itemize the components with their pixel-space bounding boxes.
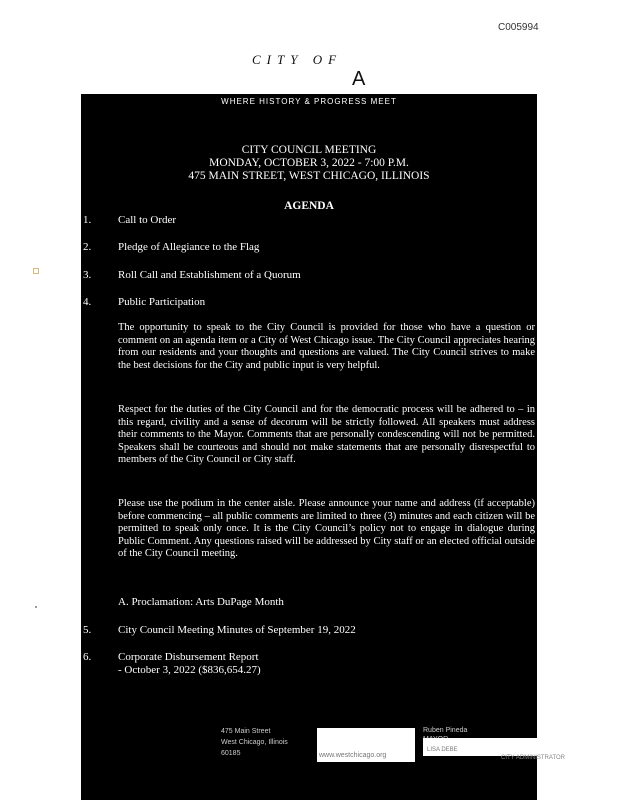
footer-contact-box xyxy=(423,738,537,756)
header-strip xyxy=(81,94,537,112)
footer-address-line: 475 Main Street xyxy=(221,728,271,735)
item-title: Public Participation xyxy=(118,296,206,308)
agenda-heading: AGENDA xyxy=(284,200,334,212)
item-number: 2. xyxy=(83,241,92,253)
footer-admin-title: CITY ADMINISTRATOR xyxy=(501,755,566,761)
document-id: C005994 xyxy=(498,22,539,33)
item-title: Pledge of Allegiance to the Flag xyxy=(118,241,260,253)
footer-address-line: West Chicago, Illinois xyxy=(221,739,288,746)
item-title: Roll Call and Establishment of a Quorum xyxy=(118,269,301,281)
item-number: 4. xyxy=(83,296,92,308)
item-number: 6. xyxy=(83,651,92,663)
meeting-header xyxy=(81,144,537,183)
agenda-page xyxy=(81,94,566,800)
city-logo-text: CITY OF xyxy=(252,52,343,67)
meeting-date: MONDAY, OCTOBER 3, 2022 - 7:00 P.M. xyxy=(209,157,409,169)
footer-address xyxy=(221,726,288,759)
item-number: 1. xyxy=(83,214,92,226)
city-tagline: WHERE HISTORY & PROGRESS MEET xyxy=(221,97,397,106)
footer-website-box xyxy=(317,728,415,762)
footer-contact-line: LISA DEBE xyxy=(427,747,458,753)
footer-website: www.westchicago.org xyxy=(319,752,387,759)
item-number: 3. xyxy=(83,269,92,281)
footer-contact-line: Ruben Pineda xyxy=(423,727,468,734)
city-logo-mark: A xyxy=(352,68,366,90)
podium-paragraph: Please use the podium in the center aisle. Please announce your name and address (if acceptable) before commencing – all public comments are limited to three (3) minutes and each citizen will be permitted to speak only once. It is the City Council’s policy not to engage in dialogue during Public Comment. Any questions raised will be addressed by City staff or an elected official outside of the City Council meeting. xyxy=(118,498,535,560)
item-title: Corporate Disbursement Report xyxy=(118,651,259,663)
disbursement-detail: - October 3, 2022 ($836,654.27) xyxy=(118,664,261,676)
item-title: City Council Meeting Minutes of September 19, 2022 xyxy=(118,624,356,636)
footer-address-line: 60185 xyxy=(221,750,241,757)
item-number: 5. xyxy=(83,624,92,636)
item-title: Call to Order xyxy=(118,214,177,226)
public-participation-paragraph: The opportunity to speak to the City Council is provided for those who have a question or comment on an agenda item or a City of West Chicago issue. The City Council appreciates hearing from our residents and your thoughts and questions are valued. The City Council strives to make the best decisions for the City and public input is very helpful. xyxy=(118,322,535,371)
proclamation-line: A. Proclamation: Arts DuPage Month xyxy=(118,596,284,608)
meeting-title: CITY COUNCIL MEETING xyxy=(241,144,377,156)
margin-mark xyxy=(33,268,39,274)
decorum-paragraph: Respect for the duties of the City Council and for the democratic process will be adhered to – in this regard, civility and a sense of decorum will be strictly followed. All speakers must address their comments to the Mayor. Comments that are personally condescending will not be permitted. Speakers shall be courteous and should not make statements that are personally disrespectful to members of the City Council or City staff. xyxy=(118,404,535,466)
margin-dot xyxy=(35,606,37,608)
meeting-location: 475 MAIN STREET, WEST CHICAGO, ILLINOIS xyxy=(188,170,430,182)
